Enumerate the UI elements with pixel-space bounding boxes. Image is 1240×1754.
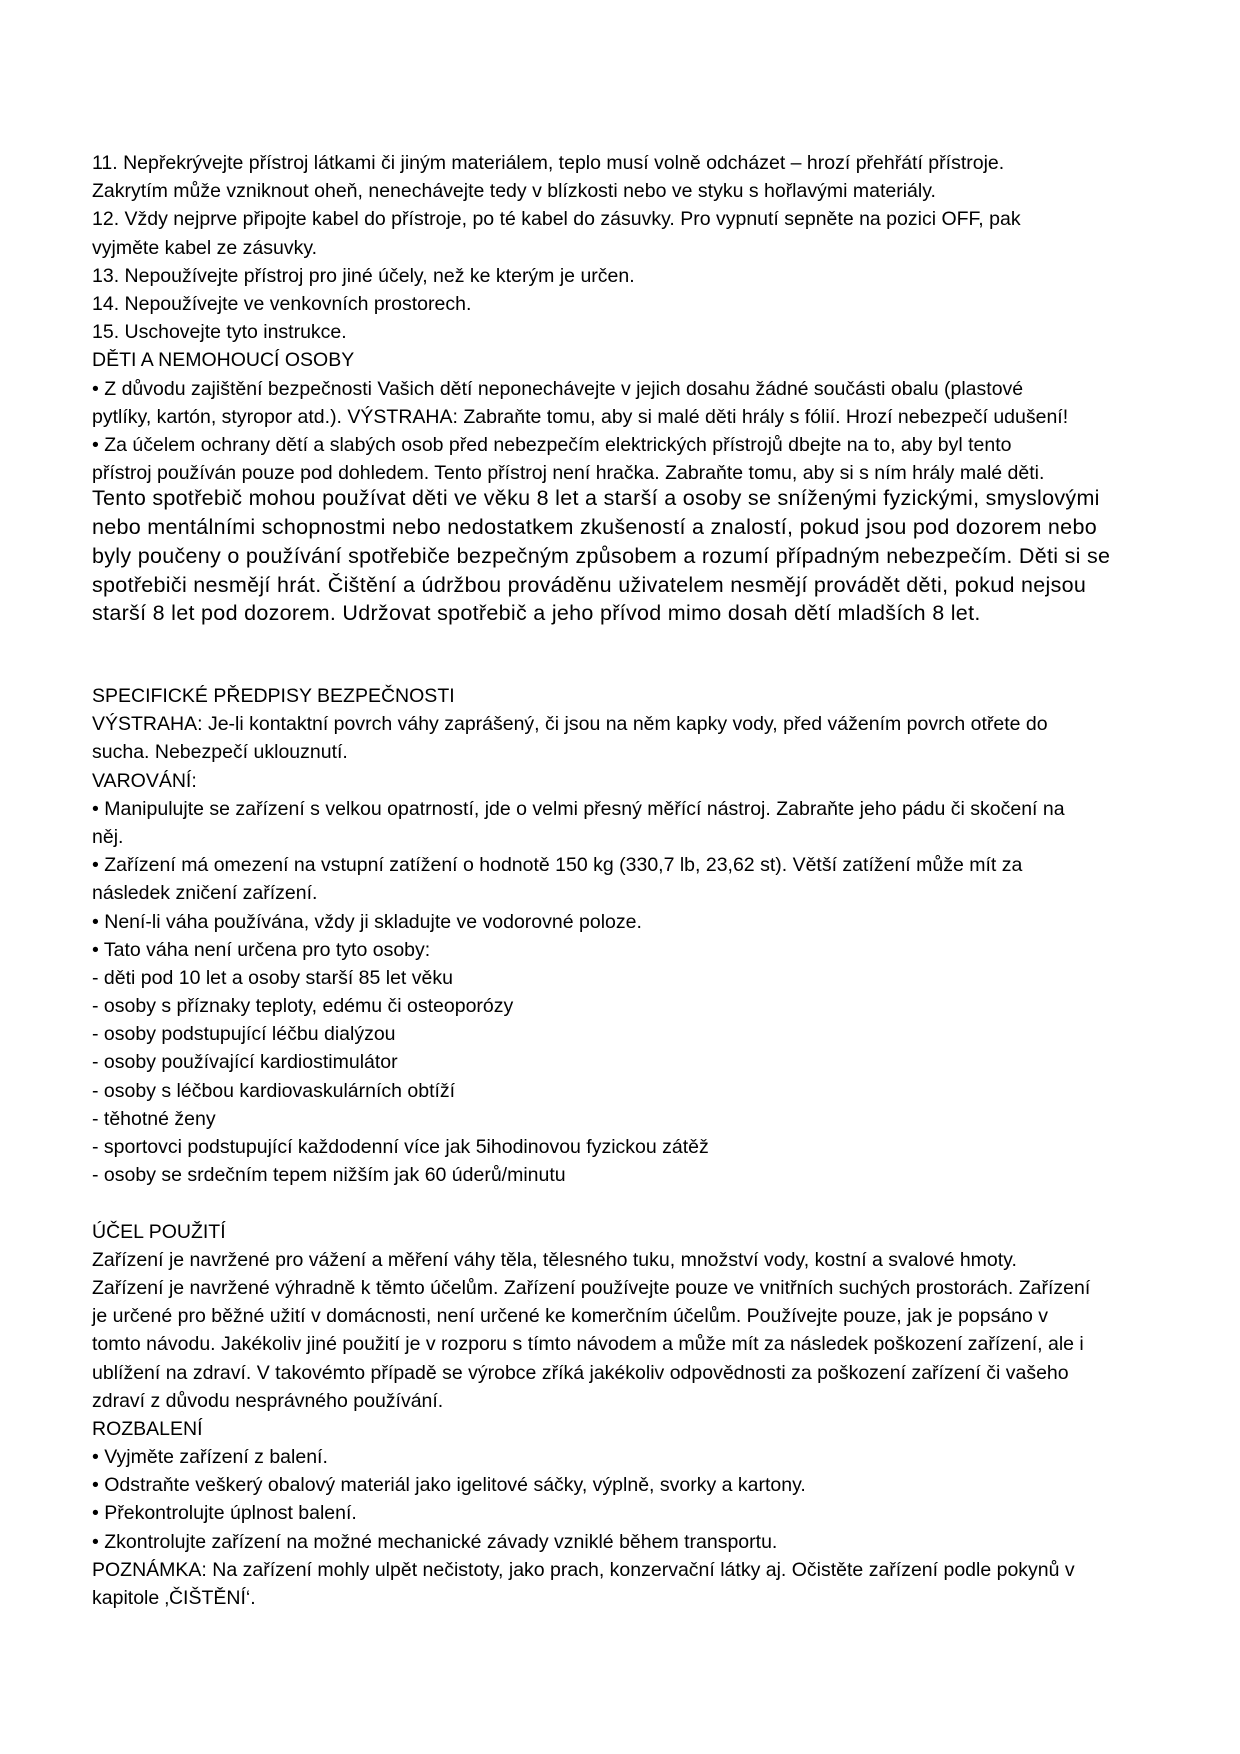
unpacking-note-line: kapitole ‚ČIŠTĚNÍ‘. xyxy=(92,1587,256,1609)
intended-use-paragraph xyxy=(92,1246,1200,1415)
age-notice-line: starší 8 let pod dozorem. Udržovat spotřebič a jeho přívod mimo dosah dětí mladších 8 let. xyxy=(92,601,981,626)
children-section xyxy=(92,346,1200,628)
slip-warning xyxy=(92,710,1200,766)
unpacking-note-line: POZNÁMKA: Na zařízení mohly ulpět nečistoty, jako prach, konzervační látky aj. Očistěte zařízení podle pokynů v xyxy=(92,1558,1075,1581)
intended-use-line: ublížení na zdraví. V takovémto případě se výrobce zříká jakékoliv odpovědnosti za poškození zařízení či vašeho xyxy=(92,1361,1069,1384)
age-notice-line: nebo mentálními schopnostmi nebo nedostatkem zkušeností a znalostí, pokud jsou pod dozorem nebo xyxy=(92,515,1097,539)
list-item: - osoby podstupující léčbu dialýzou xyxy=(92,1023,396,1046)
caution-label: VAROVÁNÍ: xyxy=(92,769,197,792)
load-limit-bullet xyxy=(92,851,1200,907)
unpacking-section xyxy=(92,1415,1200,1612)
manual-page xyxy=(92,149,1200,1612)
age-notice-paragraph xyxy=(92,484,1200,628)
list-item: - osoby s léčbou kardiovaskulárních obtíží xyxy=(92,1079,456,1102)
unpacking-steps xyxy=(92,1443,1200,1556)
slip-warning-line: sucha. Nebezpečí uklouznutí. xyxy=(92,741,348,764)
packaging-bullet-line: pytlíky, kartón, styropor atd.). VÝSTRAHA: Zabraňte tomu, aby si malé děti hrály s fólií. Hrozí nebezpečí udušení! xyxy=(92,405,1069,428)
unpacking-note xyxy=(92,1556,1200,1612)
excluded-persons-list xyxy=(92,964,1200,1190)
age-notice-line: Tento spotřebič mohou používat děti ve věku 8 let a starší a osoby se sníženými fyzickými, smyslovými xyxy=(92,486,1100,511)
list-item: • Překontrolujte úplnost balení. xyxy=(92,1502,357,1525)
list-item: - osoby používající kardiostimulátor xyxy=(92,1051,398,1074)
specific-safety-heading: SPECIFICKÉ PŘEDPISY BEZPEČNOSTI xyxy=(92,685,455,707)
instruction-11-line: Zakrytím může vzniknout oheň, nenechávejte tedy v blízkosti nebo ve styku s hořlavými materiály. xyxy=(92,180,936,203)
children-heading: DĚTI A NEMOHOUCÍ OSOBY xyxy=(92,349,355,372)
intended-use-heading: ÚČEL POUŽITÍ xyxy=(92,1220,226,1243)
instruction-14: 14. Nepoužívejte ve venkovních prostorech. xyxy=(92,292,472,315)
not-intended-bullet: • Tato váha není určena pro tyto osoby: xyxy=(92,938,431,961)
packaging-bullet xyxy=(92,375,1200,431)
instruction-13: 13. Nepoužívejte přístroj pro jiné účely, než ke kterým je určen. xyxy=(92,264,635,287)
intended-use-section xyxy=(92,1218,1200,1415)
intended-use-line: Zařízení je navržené výhradně k těmto účelům. Zařízení používejte pouze ve vnitřních suchých prostorách. Zařízení xyxy=(92,1276,1091,1299)
list-item: • Vyjměte zařízení z balení. xyxy=(92,1446,328,1469)
list-item: • Zkontrolujte zařízení na možné mechanické závady vzniklé během transportu. xyxy=(92,1530,778,1553)
handling-bullet-line: něj. xyxy=(92,825,124,848)
list-item: - osoby s příznaky teploty, edému či osteoporózy xyxy=(92,995,514,1018)
list-item: - sportovci podstupující každodenní více jak 5ihodinovou fyzickou zátěž xyxy=(92,1136,709,1158)
age-notice-line: byly poučeny o používání spotřebiče bezpečným způsobem a rozumí případným nebezpečím. Děti si se xyxy=(92,543,1111,568)
supervision-bullet-line: přístroj používán pouze pod dohledem. Tento přístroj není hračka. Zabraňte tomu, aby si s ním hrály malé děti. xyxy=(92,462,1045,485)
unpacking-heading: ROZBALENÍ xyxy=(92,1417,203,1440)
supervision-bullet xyxy=(92,431,1200,487)
list-item: - děti pod 10 let a osoby starší 85 let věku xyxy=(92,966,453,989)
handling-bullet-line: • Manipulujte se zařízení s velkou opatrností, jde o velmi přesný měřící nástroj. Zabraňte jeho pádu či skočení na xyxy=(92,797,1065,820)
general-safety-list xyxy=(92,149,1200,346)
specific-safety-section xyxy=(92,682,1200,1189)
handling-bullet xyxy=(92,795,1200,851)
intended-use-line: zdraví z důvodu nesprávného používání. xyxy=(92,1389,444,1412)
slip-warning-line: VÝSTRAHA: Je-li kontaktní povrch váhy zaprášený, či jsou na něm kapky vody, před vážením povrch otřete do xyxy=(92,713,1048,736)
list-item: - těhotné ženy xyxy=(92,1107,216,1130)
instruction-12-line: vyjměte kabel ze zásuvky. xyxy=(92,236,318,259)
instruction-11 xyxy=(92,149,1200,205)
list-item: • Odstraňte veškerý obalový materiál jako igelitové sáčky, výplně, svorky a kartony. xyxy=(92,1474,806,1497)
instruction-12 xyxy=(92,205,1200,261)
intended-use-line: Zařízení je navržené pro vážení a měření váhy těla, tělesného tuku, množství vody, kostní a svalové hmoty. xyxy=(92,1248,1017,1271)
load-limit-bullet-line: následek zničení zařízení. xyxy=(92,882,318,905)
intended-use-line: tomto návodu. Jakékoliv jiné použití je v rozporu s tímto návodem a může mít za následek poškození zařízení, ale i xyxy=(92,1333,1084,1356)
instruction-12-line: 12. Vždy nejprve připojte kabel do přístroje, po té kabel do zásuvky. Pro vypnutí sepněte na pozici OFF, pak xyxy=(92,208,1021,231)
instruction-15: 15. Uschovejte tyto instrukce. xyxy=(92,321,347,344)
instruction-11-line: 11. Nepřekrývejte přístroj látkami či jiným materiálem, teplo musí volně odcházet – hrozí přehřátí přístroje. xyxy=(92,152,1005,174)
supervision-bullet-line: • Za účelem ochrany dětí a slabých osob před nebezpečím elektrických přístrojů dbejte na to, aby byl tento xyxy=(92,433,1012,456)
storage-bullet: • Není-li váha používána, vždy ji skladujte ve vodorovné poloze. xyxy=(92,910,642,933)
age-notice-line: spotřebiči nesmějí hrát. Čištění a údržbou prováděnu uživatelem nesmějí provádět děti, pokud nejsou xyxy=(92,572,1087,597)
packaging-bullet-line: • Z důvodu zajištění bezpečnosti Vašich dětí neponechávejte v jejich dosahu žádné součásti obalu (plastové xyxy=(92,377,1024,400)
intended-use-line: je určené pro běžné užití v domácnosti, není určené ke komerčním účelům. Používejte pouze, jak je popsáno v xyxy=(92,1305,1049,1328)
list-item: - osoby se srdečním tepem nižším jak 60 úderů/minutu xyxy=(92,1164,566,1187)
load-limit-bullet-line: • Zařízení má omezení na vstupní zatížení o hodnotě 150 kg (330,7 lb, 23,62 st). Větší zatížení může mít za xyxy=(92,854,1023,877)
